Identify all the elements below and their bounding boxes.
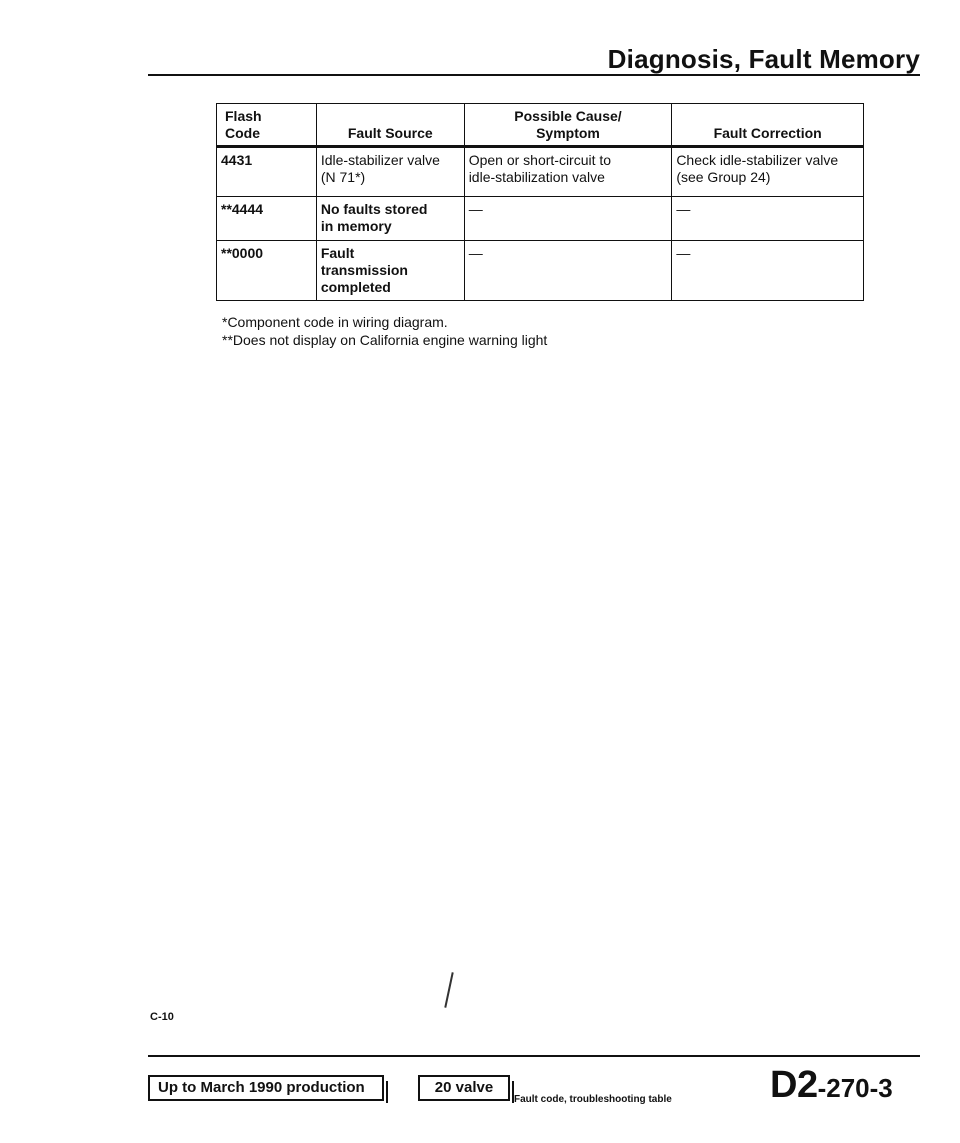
row-cause-line: Open or short-circuit to	[468, 152, 612, 168]
row-correction-dash: —	[676, 245, 691, 261]
page-number	[770, 1064, 893, 1107]
row-correction	[672, 241, 864, 301]
row-code: **0000	[217, 241, 317, 301]
row-source-line: in memory	[320, 218, 392, 234]
header-rule	[148, 74, 920, 76]
footnotes	[222, 313, 547, 349]
row-source	[316, 241, 464, 301]
header-cause-line-1: Possible Cause/	[514, 108, 622, 124]
page-id-left: C-10	[150, 1011, 174, 1023]
row-correction	[672, 147, 864, 197]
stray-pen-mark	[444, 972, 453, 1008]
row-source-line: Idle-stabilizer valve	[320, 152, 440, 168]
row-cause	[464, 147, 672, 197]
page-title: Diagnosis, Fault Memory	[607, 44, 920, 74]
header-source-line-1: Fault Source	[347, 125, 433, 141]
row-source	[316, 197, 464, 241]
production-range-box: Up to March 1990 production	[148, 1075, 384, 1101]
table-row	[217, 197, 864, 241]
row-source-line: (N 71*)	[320, 169, 366, 185]
row-code: **4444	[217, 197, 317, 241]
header-fault-correction	[672, 104, 864, 147]
row-code: 4431	[217, 147, 317, 197]
page-number-main: D2	[770, 1064, 818, 1106]
row-correction-dash: —	[676, 201, 691, 217]
row-cause-dash: —	[468, 245, 483, 261]
valve-type-box: 20 valve	[418, 1075, 510, 1101]
row-cause	[464, 241, 672, 301]
row-source	[316, 147, 464, 197]
table-row	[217, 147, 864, 197]
table-header-row	[217, 104, 864, 147]
header-correction-line-1: Fault Correction	[713, 125, 822, 141]
row-cause-line: idle-stabilization valve	[468, 169, 605, 185]
row-source-line: No faults stored	[320, 201, 428, 217]
table-row	[217, 241, 864, 301]
footnote-component-code: *Component code in wiring diagram.	[222, 314, 448, 330]
row-correction-line: (see Group 24)	[676, 169, 771, 185]
header-fault-source	[316, 104, 464, 147]
row-source-line: completed	[320, 279, 391, 295]
footer-rule	[148, 1055, 920, 1057]
row-source-line: transmission	[320, 262, 408, 278]
row-source-line: Fault	[320, 245, 355, 261]
row-correction	[672, 197, 864, 241]
header-flash-line-1: Flash	[225, 108, 262, 124]
row-cause	[464, 197, 672, 241]
header-possible-cause	[464, 104, 672, 147]
header-flash-code	[217, 104, 317, 147]
footer-caption: Fault code, troubleshooting table	[514, 1094, 672, 1105]
fault-code-table	[216, 103, 864, 301]
row-correction-line: Check idle-stabilizer valve	[676, 152, 839, 168]
page-number-sub: -270-3	[817, 1073, 893, 1103]
row-cause-dash: —	[468, 201, 483, 217]
header-flash-line-2: Code	[225, 125, 260, 141]
header-cause-line-2: Symptom	[536, 125, 600, 141]
footnote-california: **Does not display on California engine warning light	[222, 332, 548, 348]
